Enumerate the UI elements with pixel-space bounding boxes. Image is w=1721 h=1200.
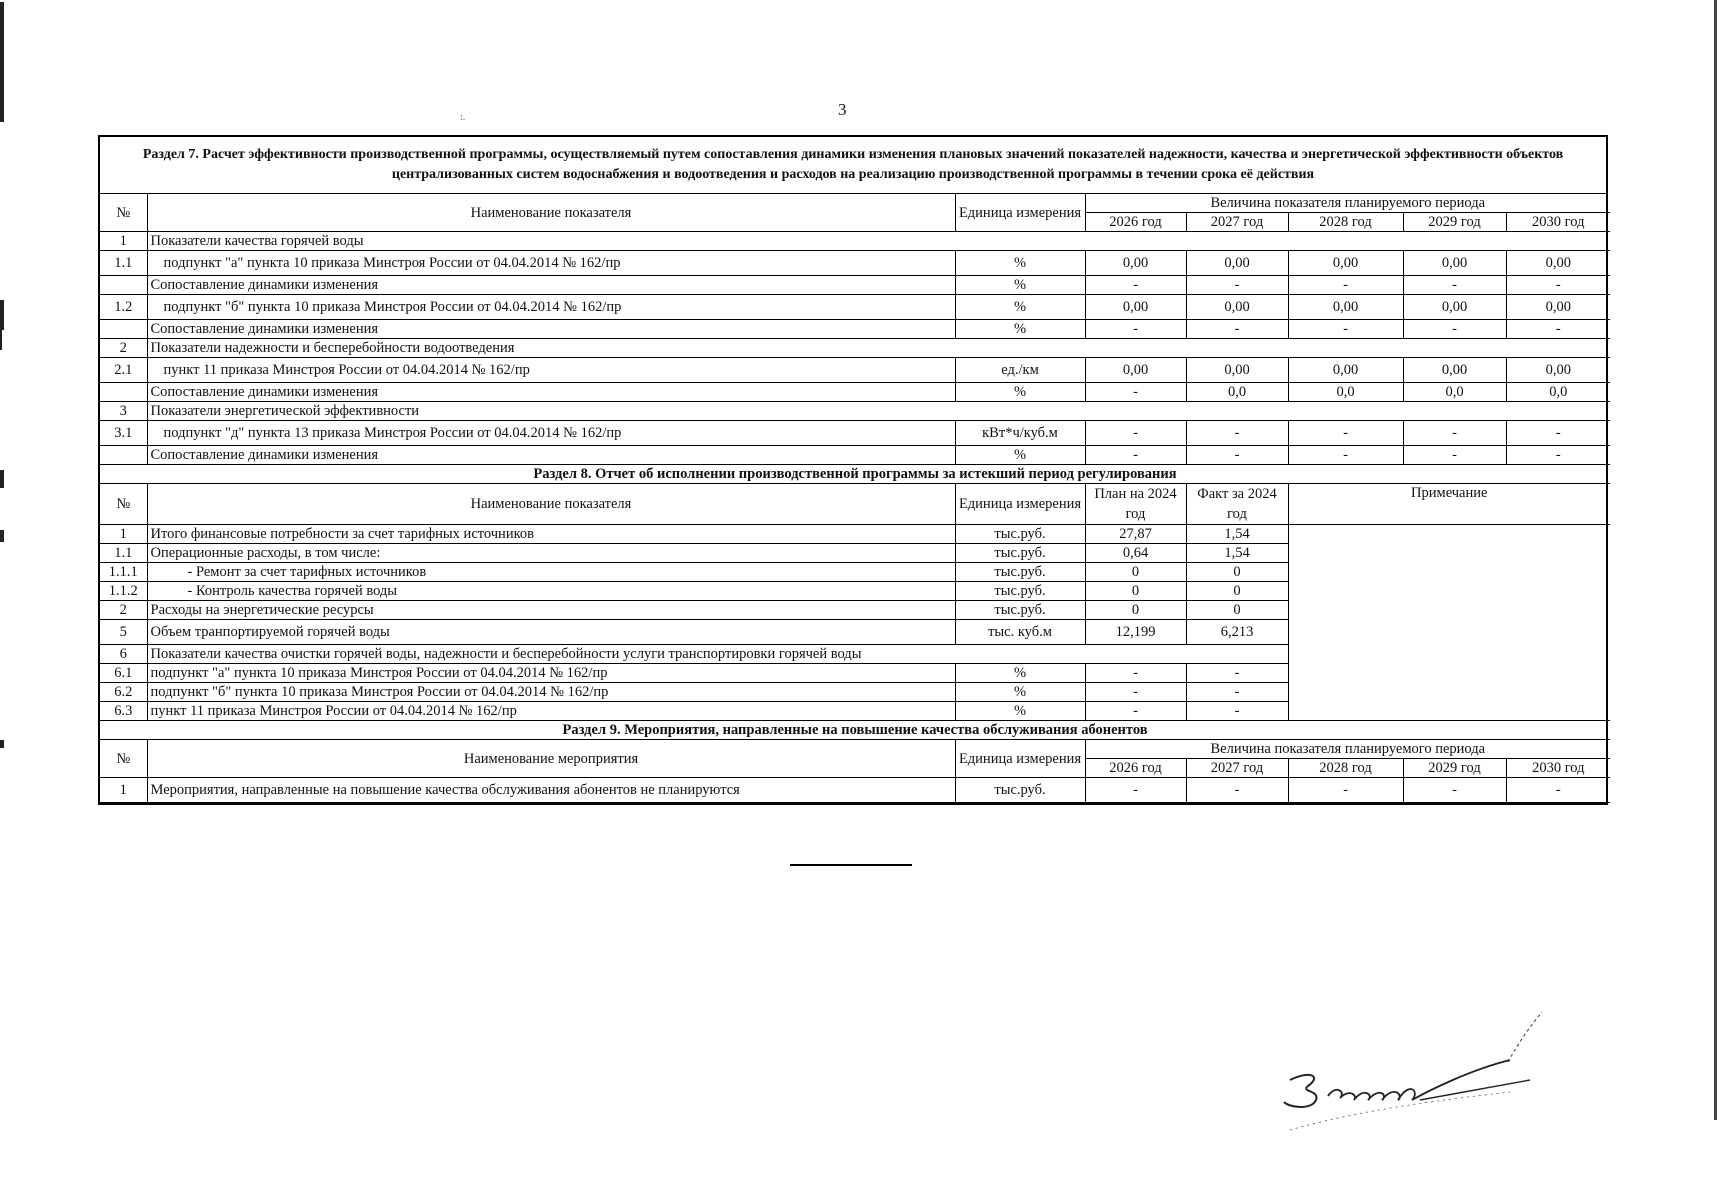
value-cell: 0,00 [1085, 251, 1186, 276]
page-number: 3 [838, 100, 847, 119]
value-cell: 0,0 [1186, 383, 1288, 402]
value-cell: - [1403, 320, 1506, 339]
header-unit: Единица измерения [955, 194, 1085, 232]
value-cell: 0,00 [1085, 358, 1186, 383]
indicator-name: пункт 11 приказа Минстроя России от 04.04.2014 № 162/пр [147, 702, 955, 721]
row-number: 1 [100, 232, 147, 251]
value-cell: 0,00 [1288, 358, 1403, 383]
unit-cell: тыс.руб. [955, 544, 1085, 563]
row-number: 6.3 [100, 702, 147, 721]
row-number [100, 320, 147, 339]
document-table-frame [98, 135, 1608, 805]
scan-edge-line [1714, 0, 1717, 1120]
header-note: Примечание [1288, 484, 1610, 525]
value-cell: - [1186, 421, 1288, 446]
table-row [100, 251, 1610, 276]
value-cell: 0,00 [1506, 251, 1610, 276]
end-rule [790, 864, 912, 866]
value-cell: 0,00 [1403, 358, 1506, 383]
value-cell: - [1403, 421, 1506, 446]
fact-value: 1,54 [1186, 525, 1288, 544]
group-label: Показатели энергетической эффективности [147, 402, 1610, 421]
indicator-name: Итого финансовые потребности за счет тарифных источников [147, 525, 955, 544]
value-cell: 0,00 [1186, 358, 1288, 383]
indicator-name: - Ремонт за счет тарифных источников [147, 563, 955, 582]
value-cell: 0,00 [1186, 251, 1288, 276]
unit-cell: % [955, 683, 1085, 702]
indicator-name: Сопоставление динамики изменения [147, 383, 955, 402]
value-cell: - [1186, 320, 1288, 339]
row-number: 3.1 [100, 421, 147, 446]
value-cell: - [1403, 778, 1506, 803]
header-unit: Единица измерения [955, 740, 1085, 778]
value-cell: - [1085, 383, 1186, 402]
value-cell: - [1288, 446, 1403, 465]
plan-value: 12,199 [1085, 620, 1186, 645]
header-year: 2030 год [1506, 759, 1610, 778]
row-number: 1.1 [100, 251, 147, 276]
unit-cell: % [955, 446, 1085, 465]
indicator-name: подпункт "а" пункта 10 приказа Минстроя России от 04.04.2014 № 162/пр [147, 664, 955, 683]
indicator-name: Сопоставление динамики изменения [147, 446, 955, 465]
value-cell: 0,00 [1288, 251, 1403, 276]
header-year: 2027 год [1186, 213, 1288, 232]
plan-value: 27,87 [1085, 525, 1186, 544]
indicator-name: подпункт "б" пункта 10 приказа Минстроя России от 04.04.2014 № 162/пр [147, 683, 955, 702]
unit-cell: % [955, 295, 1085, 320]
row-number: 6 [100, 645, 147, 664]
value-cell: 0,0 [1288, 383, 1403, 402]
value-cell: 0,00 [1186, 295, 1288, 320]
value-cell: 0,00 [1403, 295, 1506, 320]
header-unit: Единица измерения [955, 484, 1085, 525]
plan-value: 0,64 [1085, 544, 1186, 563]
value-cell: 0,0 [1506, 383, 1610, 402]
table-row [100, 232, 1610, 251]
indicator-name: - Контроль качества горячей воды [147, 582, 955, 601]
indicator-name: пункт 11 приказа Минстроя России от 04.04.2014 № 162/пр [147, 358, 955, 383]
table-row [100, 778, 1610, 803]
header-name: Наименование показателя [147, 484, 955, 525]
value-cell: 0,0 [1403, 383, 1506, 402]
value-cell: - [1186, 276, 1288, 295]
unit-cell: % [955, 276, 1085, 295]
header-period: Величина показателя планируемого периода [1085, 194, 1610, 213]
unit-cell: % [955, 320, 1085, 339]
header-year: 2026 год [1085, 213, 1186, 232]
value-cell: 0,00 [1288, 295, 1403, 320]
section8-title: Раздел 8. Отчет об исполнении производственной программы за истекший период регулирования [100, 465, 1610, 484]
value-cell: - [1085, 276, 1186, 295]
indicator-name: подпункт "д" пункта 13 приказа Минстроя России от 04.04.2014 № 162/пр [147, 421, 955, 446]
row-number [100, 383, 147, 402]
section7-title: Раздел 7. Расчет эффективности производственной программы, осуществляемый путем сопоставления динамики изменения плановых значений показателей надежности, качества и энергетической эффективности объектов централизованных систем водоснабжения и водоотведения и расходов на реализацию производственной программы в течении срока её действия [100, 137, 1606, 194]
indicator-name: Операционные расходы, в том числе: [147, 544, 955, 563]
table-row [100, 339, 1610, 358]
note-cell [1288, 525, 1610, 721]
row-number: 1.1.2 [100, 582, 147, 601]
table-row [100, 295, 1610, 320]
row-number: 2.1 [100, 358, 147, 383]
indicator-name: Сопоставление динамики изменения [147, 276, 955, 295]
table-row [100, 446, 1610, 465]
value-cell: - [1506, 421, 1610, 446]
row-number: 1 [100, 525, 147, 544]
table-row [100, 421, 1610, 446]
row-number: 5 [100, 620, 147, 645]
unit-cell: тыс.руб. [955, 525, 1085, 544]
header-year: 2026 год [1085, 759, 1186, 778]
fact-value: 0 [1186, 582, 1288, 601]
plan-value: 0 [1085, 582, 1186, 601]
value-cell: - [1403, 276, 1506, 295]
header-year: 2029 год [1403, 213, 1506, 232]
header-period: Величина показателя планируемого периода [1085, 740, 1610, 759]
header-num: № [100, 484, 147, 525]
row-number [100, 276, 147, 295]
header-plan: План на 2024 год [1085, 484, 1186, 525]
table-row [100, 276, 1610, 295]
row-number: 1.1.1 [100, 563, 147, 582]
section9-title: Раздел 9. Мероприятия, направленные на повышение качества обслуживания абонентов [100, 721, 1610, 740]
header-year: 2029 год [1403, 759, 1506, 778]
stray-mark: :. [460, 112, 466, 123]
handwritten-signature [1270, 1000, 1570, 1150]
row-number: 6.1 [100, 664, 147, 683]
section9-table [100, 721, 1610, 803]
unit-cell: тыс.руб. [955, 582, 1085, 601]
plan-value: - [1085, 664, 1186, 683]
fact-value: - [1186, 683, 1288, 702]
value-cell: 0,00 [1506, 358, 1610, 383]
value-cell: - [1288, 421, 1403, 446]
group-label: Показатели качества очистки горячей воды, надежности и бесперебойности услуги транспортировки горячей воды [147, 645, 1288, 664]
fact-value: 1,54 [1186, 544, 1288, 563]
value-cell: - [1085, 446, 1186, 465]
header-num: № [100, 740, 147, 778]
header-year: 2028 год [1288, 759, 1403, 778]
value-cell: - [1506, 276, 1610, 295]
value-cell: 0,00 [1085, 295, 1186, 320]
indicator-name: подпункт "б" пункта 10 приказа Минстроя России от 04.04.2014 № 162/пр [147, 295, 955, 320]
indicator-name: Сопоставление динамики изменения [147, 320, 955, 339]
plan-value: 0 [1085, 601, 1186, 620]
group-label: Показатели надежности и бесперебойности водоотведения [147, 339, 1610, 358]
plan-value: 0 [1085, 563, 1186, 582]
unit-cell: % [955, 702, 1085, 721]
table-row [100, 402, 1610, 421]
indicator-name: Объем транпортируемой горячей воды [147, 620, 955, 645]
header-name: Наименование показателя [147, 194, 955, 232]
header-name: Наименование мероприятия [147, 740, 955, 778]
value-cell: - [1186, 778, 1288, 803]
fact-value: - [1186, 664, 1288, 683]
measure-name: Мероприятия, направленные на повышение качества обслуживания абонентов не планируются [147, 778, 955, 803]
section8-table [100, 465, 1610, 721]
indicator-name: подпункт "а" пункта 10 приказа Минстроя России от 04.04.2014 № 162/пр [147, 251, 955, 276]
value-cell: 0,00 [1403, 251, 1506, 276]
row-number: 1 [100, 778, 147, 803]
plan-value: - [1085, 683, 1186, 702]
value-cell: - [1288, 276, 1403, 295]
value-cell: 0,00 [1506, 295, 1610, 320]
plan-value: - [1085, 702, 1186, 721]
value-cell: - [1085, 778, 1186, 803]
unit-cell: % [955, 383, 1085, 402]
header-year: 2027 год [1186, 759, 1288, 778]
unit-cell: ед./км [955, 358, 1085, 383]
row-number: 2 [100, 601, 147, 620]
value-cell: - [1506, 446, 1610, 465]
value-cell: - [1085, 421, 1186, 446]
row-number: 2 [100, 339, 147, 358]
header-num: № [100, 194, 147, 232]
row-number: 1.1 [100, 544, 147, 563]
table-row [100, 320, 1610, 339]
row-number: 6.2 [100, 683, 147, 702]
unit-cell: тыс.руб. [955, 601, 1085, 620]
fact-value: - [1186, 702, 1288, 721]
fact-value: 0 [1186, 563, 1288, 582]
value-cell: - [1288, 778, 1403, 803]
table-row [100, 525, 1610, 544]
scan-edge-marks [0, 0, 6, 1000]
unit-cell: тыс.руб. [955, 563, 1085, 582]
group-label: Показатели качества горячей воды [147, 232, 1610, 251]
header-year: 2028 год [1288, 213, 1403, 232]
value-cell: - [1403, 446, 1506, 465]
row-number [100, 446, 147, 465]
table-row [100, 358, 1610, 383]
fact-value: 6,213 [1186, 620, 1288, 645]
row-number: 1.2 [100, 295, 147, 320]
value-cell: - [1506, 778, 1610, 803]
value-cell: - [1288, 320, 1403, 339]
unit-cell: % [955, 664, 1085, 683]
header-year: 2030 год [1506, 213, 1610, 232]
value-cell: - [1186, 446, 1288, 465]
fact-value: 0 [1186, 601, 1288, 620]
table-row [100, 383, 1610, 402]
unit-cell: тыс. куб.м [955, 620, 1085, 645]
section7-table [100, 194, 1610, 465]
unit-cell: тыс.руб. [955, 778, 1085, 803]
row-number: 3 [100, 402, 147, 421]
unit-cell: % [955, 251, 1085, 276]
header-fact: Факт за 2024 год [1186, 484, 1288, 525]
unit-cell: кВт*ч/куб.м [955, 421, 1085, 446]
indicator-name: Расходы на энергетические ресурсы [147, 601, 955, 620]
value-cell: - [1506, 320, 1610, 339]
value-cell: - [1085, 320, 1186, 339]
